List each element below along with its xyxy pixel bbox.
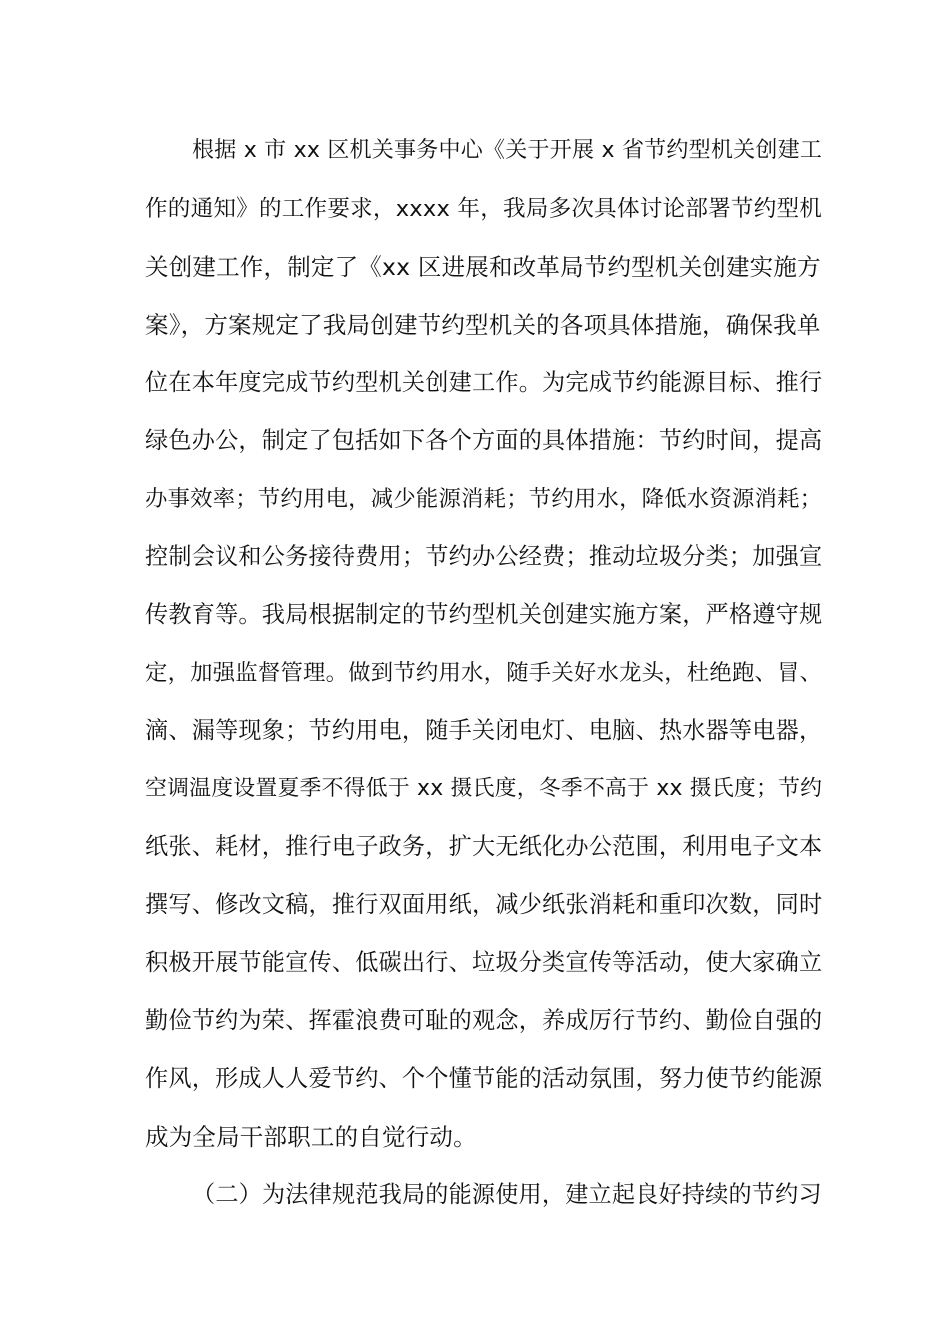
paragraph-1-line-2: 作的通知》的工作要求，xxxx 年，我局多次具体讨论部署节约型机 [145, 196, 823, 222]
paragraph-1-line-17: 作风，形成人人爱节约、个个懂节能的活动氛围，努力使节约能源 [145, 1066, 823, 1092]
paragraph-1-line-16: 勤俭节约为荣、挥霍浪费可耻的观念，养成厉行节约、勤俭自强的 [145, 1008, 823, 1034]
paragraph-1-line-18: 成为全局干部职工的自觉行动。 [145, 1123, 477, 1151]
paragraph-1-line-6: 绿色办公，制定了包括如下各个方面的具体措施：节约时间，提高 [145, 428, 823, 454]
paragraph-1-line-11: 滴、漏等现象；节约用电，随手关闭电灯、电脑、热水器等电器， [145, 718, 823, 744]
paragraph-1-line-9: 传教育等。我局根据制定的节约型机关创建实施方案，严格遵守规 [145, 602, 823, 628]
paragraph-1-line-1: 根据 x 市 xx 区机关事务中心《关于开展 x 省节约型机关创建工 [192, 138, 823, 163]
paragraph-1-line-10: 定，加强监督管理。做到节约用水，随手关好水龙头，杜绝跑、冒、 [145, 660, 823, 686]
paragraph-1-line-3: 关创建工作，制定了《xx 区进展和改革局节约型机关创建实施方 [145, 253, 821, 281]
paragraph-1-line-7: 办事效率；节约用电，减少能源消耗；节约用水，降低水资源消耗； [145, 486, 823, 512]
paragraph-1-line-15: 积极开展节能宣传、低碳出行、垃圾分类宣传等活动，使大家确立 [145, 950, 823, 976]
paragraph-1-line-13: 纸张、耗材，推行电子政务，扩大无纸化办公范围，利用电子文本 [145, 834, 823, 860]
paragraph-1-line-8: 控制会议和公务接待费用；节约办公经费；推动垃圾分类；加强宣 [145, 544, 823, 570]
paragraph-1-line-12: 空调温度设置夏季不得低于 xx 摄氏度，冬季不高于 xx 摄氏度；节约 [145, 776, 823, 801]
paragraph-2-line-1: （二）为法律规范我局的能源使用，建立起良好持续的节约习 [192, 1182, 822, 1208]
paragraph-1-line-5: 位在本年度完成节约型机关创建工作。为完成节约能源目标、推行 [145, 370, 823, 396]
paragraph-1-line-14: 撰写、修改文稿，推行双面用纸，减少纸张消耗和重印次数，同时 [145, 892, 823, 918]
paragraph-1-line-4: 案》，方案规定了我局创建节约型机关的各项具体措施，确保我单 [145, 311, 821, 339]
